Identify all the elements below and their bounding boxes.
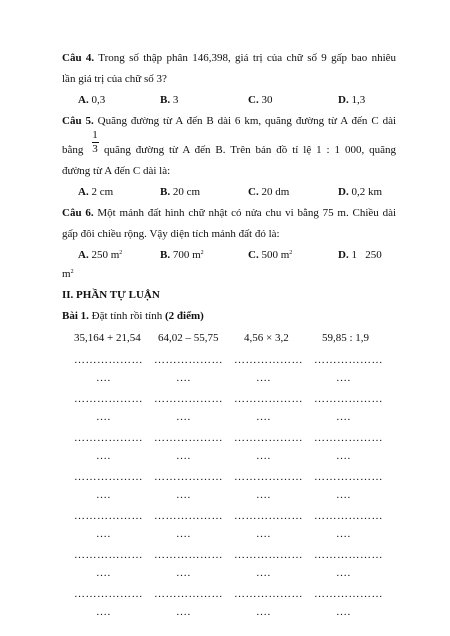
q5-text-1: Quãng đường từ A đến B dài 6 km, quãng đường từ A đến C dài [97,115,397,127]
q5-line-1 [62,115,396,127]
dotted-line-long: ……………… [234,432,303,444]
q6-text-1: Một mảnh đất hình chữ nhật có nửa chu vi bằng 75 m. Chiều dài [97,207,397,219]
q5-text-2-pre: bằng [62,144,84,156]
q5-text-3: đường từ A đến C dài là: [62,165,171,177]
dotted-line-short: …. [256,606,271,618]
dotted-line-short: …. [336,528,351,540]
dotted-line-short: …. [256,450,271,462]
q5-option-c: C. 20 dm [248,186,290,198]
dotted-line-long: ……………… [234,354,303,366]
dotted-line-long: ……………… [234,588,303,600]
q5-label: Câu 5. [62,115,94,127]
dotted-line-long: ……………… [74,432,143,444]
dotted-line-long: ……………… [314,432,383,444]
dotted-line-long: ……………… [154,393,223,405]
q5-frac-den: 3 [92,143,98,155]
dotted-line-short: …. [336,606,351,618]
q5-text-2-post: quãng đường từ A đến B. Trên bản đồ tỉ lệ 1 : 1 000, quãng [104,144,396,156]
dotted-line-short: …. [96,450,111,462]
dotted-line-long: ……………… [314,588,383,600]
bai1-text: Đặt tính rồi tính [91,310,163,322]
dotted-line-short: …. [96,567,111,579]
q4-text-2: lần giá trị của chữ số 3? [62,73,167,85]
dotted-line-long: ……………… [314,510,383,522]
dotted-line-short: …. [176,489,191,501]
q5-frac-num: 1 [92,129,98,141]
dotted-line-long: ……………… [234,510,303,522]
dotted-line-long: ……………… [154,588,223,600]
dotted-line-short: …. [336,450,351,462]
q6-option-d-wrap: $m^2$ [62,268,74,280]
dotted-line-short: …. [256,489,271,501]
dotted-line-long: ……………… [234,549,303,561]
dotted-line-short: …. [256,567,271,579]
q6-option-c: C. 500 $m^2$ [248,249,293,261]
q6-text-2: gấp đôi chiều rộng. Vậy diện tích mảnh đất đó là: [62,228,280,240]
dotted-line-short: …. [176,450,191,462]
dotted-line-long: ……………… [234,393,303,405]
dotted-line-long: ……………… [314,354,383,366]
expr-4: 59,85 : 1,9 [322,332,370,344]
dotted-line-short: …. [176,411,191,423]
expr-3: 4,56 × 3,2 [244,332,289,344]
q6-option-a: A. 250 $m^2$ [78,249,123,261]
dotted-line-short: …. [256,528,271,540]
dotted-line-long: ……………… [154,549,223,561]
dotted-line-short: …. [176,567,191,579]
dotted-line-short: …. [336,567,351,579]
q5-option-a: A. 2 cm [78,186,114,198]
dotted-line-short: …. [176,372,191,384]
dotted-line-short: …. [96,606,111,618]
expr-1: 35,164 + 21,54 [74,332,141,344]
bai1-heading [62,310,204,322]
q5-option-d: D. 0,2 km [338,186,383,198]
dotted-line-long: ……………… [154,354,223,366]
q4-text-1: Trong số thập phân 146,398, giá trị của chữ số 9 gấp bao nhiêu [98,52,397,64]
dotted-line-short: …. [256,411,271,423]
dotted-line-long: ……………… [314,471,383,483]
dotted-line-long: ……………… [74,354,143,366]
dotted-line-long: ……………… [74,510,143,522]
dotted-line-long: ……………… [314,549,383,561]
q5-option-b: B. 20 cm [160,186,201,198]
q6-option-b: B. 700 $m^2$ [160,249,204,261]
dotted-line-long: ……………… [314,393,383,405]
bai1-points: (2 điểm) [164,310,204,322]
dotted-line-short: …. [176,606,191,618]
dotted-line-short: …. [336,411,351,423]
dotted-line-long: ……………… [74,471,143,483]
q4-option-b: B. 3 [160,94,179,106]
dotted-line-short: …. [96,528,111,540]
expr-2: 64,02 – 55,75 [158,332,219,344]
q4-option-c: C. 30 [248,94,273,106]
section-title: II. PHẦN TỰ LUẬN [62,289,160,301]
q6-label: Câu 6. [62,207,94,219]
q4-option-a: A. 0,3 [78,94,106,106]
dotted-line-short: …. [176,528,191,540]
dotted-line-long: ……………… [154,471,223,483]
q6-option-d: D. 1 250 [338,249,382,261]
q5-fraction [90,130,100,155]
dotted-line-short: …. [96,411,111,423]
dotted-line-short: …. [336,489,351,501]
dotted-line-short: …. [96,372,111,384]
dotted-line-long: ……………… [234,471,303,483]
dotted-line-short: …. [336,372,351,384]
dotted-line-short: …. [96,489,111,501]
bai1-label: Bài 1. [62,310,89,322]
q4-label: Câu 4. [62,52,95,64]
q4-line-1 [62,52,396,64]
dotted-line-long: ……………… [74,549,143,561]
q4-option-d: D. 1,3 [338,94,366,106]
dotted-line-short: …. [256,372,271,384]
dotted-line-long: ……………… [154,510,223,522]
dotted-line-long: ……………… [74,393,143,405]
dotted-line-long: ……………… [154,432,223,444]
dotted-line-long: ……………… [74,588,143,600]
q6-line-1 [62,207,396,219]
